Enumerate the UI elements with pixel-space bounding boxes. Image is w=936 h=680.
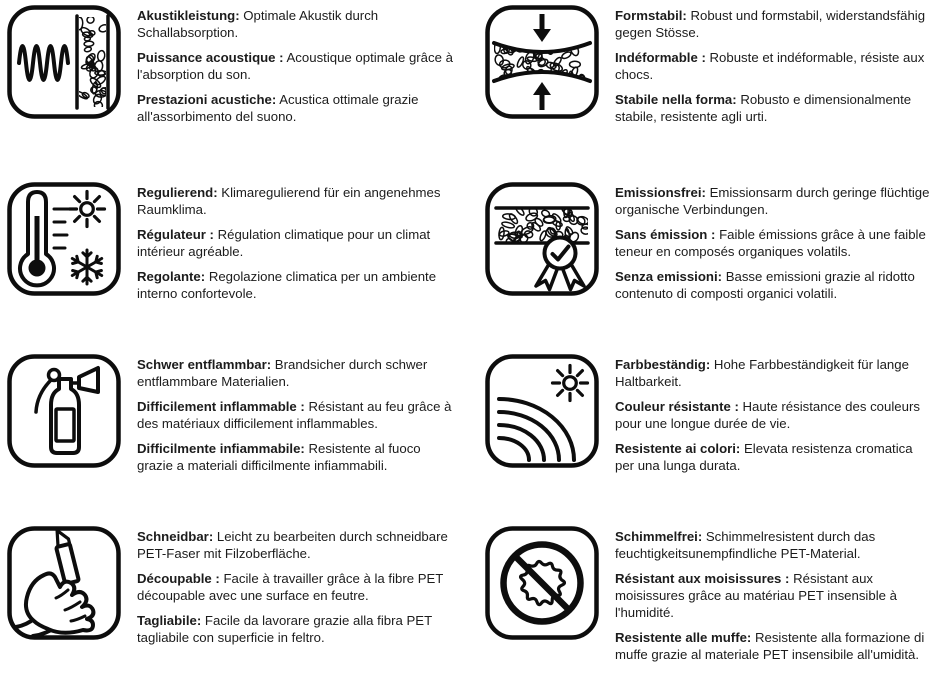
feature-description: Emissionsarm durch geringe flüchtige organische Verbindungen. — [615, 185, 930, 217]
feature-description: Resistente al fuoco grazie a materiali difficilmente infiammabili. — [137, 441, 421, 473]
feature-description: Brandsicher durch schwer entflammbare Materialien. — [137, 357, 428, 389]
feature-label: Regolante: — [137, 269, 206, 284]
feature-description: Optimale Akustik durch Schallabsorption. — [137, 8, 379, 40]
feature-paragraph-it — [615, 268, 931, 302]
feature-paragraph-it — [615, 440, 931, 474]
no-mold-icon — [483, 524, 601, 642]
feature-label: Résistant aux moisissures : — [615, 571, 790, 586]
feature-label: Regulierend: — [137, 185, 218, 200]
feature-card-akustikleistung — [0, 0, 468, 170]
feature-card-schneidbar — [0, 510, 468, 680]
feature-paragraph-it — [137, 91, 453, 125]
feature-paragraph-fr — [137, 570, 453, 604]
feature-paragraph-fr — [615, 49, 931, 83]
feature-description: Résistant aux moisissures grâce au matériau PET insensible à l'humidité. — [615, 571, 897, 620]
feature-label: Difficilement inflammable : — [137, 399, 305, 414]
feature-paragraph-de — [615, 356, 931, 390]
feature-description: Hohe Farbbeständigkeit für lange Haltbarkeit. — [615, 357, 909, 389]
feature-paragraph-de — [137, 356, 453, 390]
feature-card-schimmelfrei — [468, 510, 936, 680]
feature-paragraph-de — [137, 7, 453, 41]
compression-resistance-icon — [483, 3, 601, 121]
feature-card-emissionsfrei — [468, 170, 936, 340]
feature-description: Klimaregulierend für ein angenehmes Raumklima. — [137, 185, 441, 217]
feature-label: Stabile nella forma: — [615, 92, 737, 107]
feature-description: Facile da lavorare grazie alla fibra PET tagliabile con superficie in feltro. — [137, 613, 432, 645]
feature-text-block — [615, 352, 931, 482]
feature-label: Prestazioni acustiche: — [137, 92, 277, 107]
feature-description: Schimmelresistent durch das feuchtigkeitsunempfindliche PET-Material. — [615, 529, 876, 561]
feature-label: Tagliabile: — [137, 613, 202, 628]
feature-description: Facile à travailler grâce à la fibre PET découpable avec une surface en feutre. — [137, 571, 444, 603]
feature-label: Schimmelfrei: — [615, 529, 703, 544]
feature-label: Couleur résistante : — [615, 399, 739, 414]
sound-absorption-icon — [5, 3, 123, 121]
feature-text-block — [615, 3, 931, 133]
feature-text-block — [137, 352, 453, 482]
feature-paragraph-it — [615, 91, 931, 125]
feature-card-formstabil — [468, 0, 936, 170]
feature-label: Akustikleistung: — [137, 8, 240, 23]
feature-description: Basse emissioni grazie al ridotto contenuto di composti organici volatili. — [615, 269, 915, 301]
feature-text-block — [137, 524, 453, 654]
feature-card-farbbestaendig — [468, 340, 936, 510]
feature-label: Découpable : — [137, 571, 220, 586]
feature-paragraph-it — [615, 629, 931, 663]
hand-cutter-icon — [5, 524, 123, 642]
feature-paragraph-fr — [615, 226, 931, 260]
feature-label: Senza emissioni: — [615, 269, 723, 284]
feature-description: Résistant au feu grâce à des matériaux difficilement inflammables. — [137, 399, 452, 431]
feature-description: Acoustique optimale grâce à l'absorption du son. — [137, 50, 453, 82]
feature-paragraph-it — [137, 440, 453, 474]
feature-description: Régulation climatique pour un climat intérieur agréable. — [137, 227, 431, 259]
feature-paragraph-fr — [137, 226, 453, 260]
feature-text-block — [615, 524, 931, 671]
feature-text-block — [615, 180, 931, 310]
feature-label: Schwer entflammbar: — [137, 357, 272, 372]
feature-label: Emissionsfrei: — [615, 185, 706, 200]
emission-free-certificate-icon — [483, 180, 601, 298]
feature-label: Sans émission : — [615, 227, 716, 242]
color-fastness-rainbow-icon — [483, 352, 601, 470]
feature-description: Regolazione climatica per un ambiente interno confortevole. — [137, 269, 437, 301]
feature-label: Indéformable : — [615, 50, 706, 65]
feature-label: Resistente alle muffe: — [615, 630, 752, 645]
feature-description: Resistente alla formazione di muffe grazie al materiale PET insensibile all'umidità. — [615, 630, 925, 662]
feature-paragraph-fr — [615, 570, 931, 621]
feature-label: Resistente ai colori: — [615, 441, 741, 456]
feature-description: Robuste et indéformable, résiste aux chocs. — [615, 50, 925, 82]
feature-description: Haute résistance des couleurs pour une longue durée de vie. — [615, 399, 920, 431]
feature-label: Schneidbar: — [137, 529, 214, 544]
feature-text-block — [137, 3, 453, 133]
feature-paragraph-de — [615, 184, 931, 218]
feature-paragraph-de — [615, 528, 931, 562]
feature-description: Elevata resistenza cromatica per una lunga durata. — [615, 441, 913, 473]
feature-card-regulierend — [0, 170, 468, 340]
feature-paragraph-it — [137, 268, 453, 302]
feature-label: Difficilmente infiammabile: — [137, 441, 305, 456]
fire-extinguisher-icon — [5, 352, 123, 470]
feature-paragraph-de — [137, 528, 453, 562]
feature-description: Robust und formstabil, widerstandsfähig gegen Stösse. — [615, 8, 926, 40]
feature-description: Faible émissions grâce à une faible teneur en composés organiques volatils. — [615, 227, 926, 259]
feature-paragraph-fr — [137, 49, 453, 83]
feature-description: Robusto e dimensionalmente stabile, resistente agli urti. — [615, 92, 912, 124]
feature-card-schwer-entflammbar — [0, 340, 468, 510]
feature-paragraph-fr — [137, 398, 453, 432]
feature-label: Puissance acoustique : — [137, 50, 284, 65]
feature-label: Régulateur : — [137, 227, 214, 242]
feature-label: Farbbeständig: — [615, 357, 711, 372]
feature-paragraph-de — [137, 184, 453, 218]
feature-paragraph-it — [137, 612, 453, 646]
feature-label: Formstabil: — [615, 8, 687, 23]
feature-paragraph-fr — [615, 398, 931, 432]
feature-description: Acustica ottimale grazie all'assorbimento del suono. — [137, 92, 419, 124]
feature-description: Leicht zu bearbeiten durch schneidbare PET-Faser mit Filzoberfläche. — [137, 529, 448, 561]
feature-paragraph-de — [615, 7, 931, 41]
climate-regulating-icon — [5, 180, 123, 298]
feature-text-block — [137, 180, 453, 310]
